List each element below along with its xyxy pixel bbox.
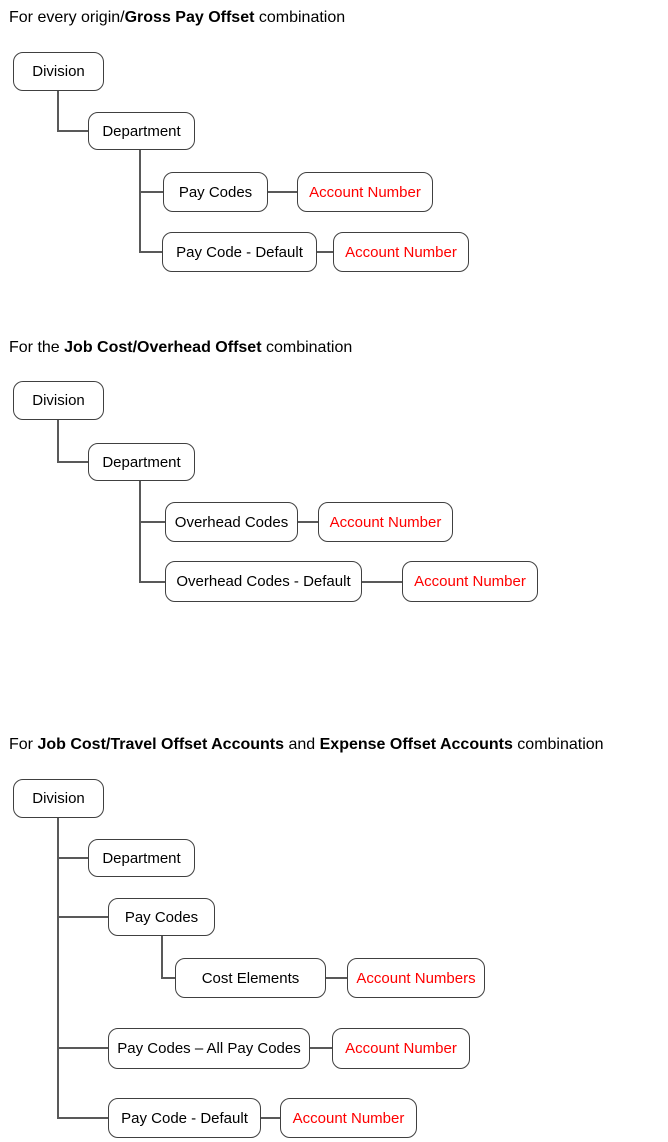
- title-segment-bold: Job Cost/Overhead Offset: [64, 339, 262, 356]
- connector-division-drop: [57, 420, 59, 463]
- node-pay-codes-all: Pay Codes – All Pay Codes: [108, 1028, 310, 1069]
- connector-department-trunk: [139, 481, 141, 583]
- connector-division-department: [57, 130, 88, 132]
- node-pay-code-default: Pay Code - Default: [108, 1098, 261, 1138]
- connector-paycodes-costelements: [161, 977, 175, 979]
- title-segment: combination: [254, 9, 346, 26]
- node-account-number: Account Number: [332, 1028, 470, 1069]
- connector-trunk-department: [57, 857, 88, 859]
- connector-trunk-paycodedefault: [57, 1117, 108, 1119]
- node-account-numbers: Account Numbers: [347, 958, 485, 998]
- connector-division-drop: [57, 90, 59, 132]
- node-overhead-codes: Overhead Codes: [165, 502, 298, 542]
- node-account-number: Account Number: [297, 172, 433, 212]
- node-department: Department: [88, 112, 195, 150]
- connector-department-trunk: [139, 150, 141, 253]
- connector-division-trunk: [57, 818, 59, 1119]
- diagram3-title: [9, 736, 604, 754]
- connector-department-paycodedefault: [139, 251, 162, 253]
- node-account-number: Account Number: [333, 232, 469, 272]
- node-pay-codes: Pay Codes: [108, 898, 215, 936]
- node-division: Division: [13, 381, 104, 420]
- connector-trunk-allpaycodes: [57, 1047, 108, 1049]
- node-division: Division: [13, 779, 104, 818]
- node-overhead-codes-default: Overhead Codes - Default: [165, 561, 362, 602]
- title-segment-bold: Gross Pay Offset: [124, 9, 255, 26]
- title-segment: For the: [9, 339, 65, 356]
- connector-paycodes-drop: [161, 936, 163, 979]
- node-account-number: Account Number: [318, 502, 453, 542]
- node-account-number: Account Number: [280, 1098, 417, 1138]
- connector-paycodes-account: [268, 191, 297, 193]
- node-division: Division: [13, 52, 104, 91]
- title-segment: combination: [512, 736, 604, 753]
- connector-department-overheaddefault: [139, 581, 165, 583]
- node-department: Department: [88, 839, 195, 877]
- connector-costelements-accounts: [326, 977, 347, 979]
- node-department: Department: [88, 443, 195, 481]
- node-pay-code-default: Pay Code - Default: [162, 232, 317, 272]
- node-pay-codes: Pay Codes: [163, 172, 268, 212]
- diagram1-title: [9, 9, 345, 27]
- title-segment: For every origin/: [9, 9, 125, 26]
- title-segment: and: [284, 736, 320, 753]
- connector-trunk-paycodes: [57, 916, 108, 918]
- node-cost-elements: Cost Elements: [175, 958, 326, 998]
- connector-department-paycodes: [139, 191, 163, 193]
- diagram2-title: [9, 339, 352, 357]
- title-segment-bold: Expense Offset Accounts: [319, 736, 513, 753]
- connector-paycodedefault-account: [261, 1117, 280, 1119]
- title-segment: combination: [261, 339, 353, 356]
- connector-division-department: [57, 461, 88, 463]
- connector-overheaddefault-account: [362, 581, 402, 583]
- connector-paycodedefault-account: [317, 251, 333, 253]
- connector-department-overheadcodes: [139, 521, 165, 523]
- connector-allpaycodes-account: [310, 1047, 332, 1049]
- title-segment: For: [9, 736, 38, 753]
- title-segment-bold: Job Cost/Travel Offset Accounts: [37, 736, 285, 753]
- connector-overheadcodes-account: [298, 521, 318, 523]
- node-account-number: Account Number: [402, 561, 538, 602]
